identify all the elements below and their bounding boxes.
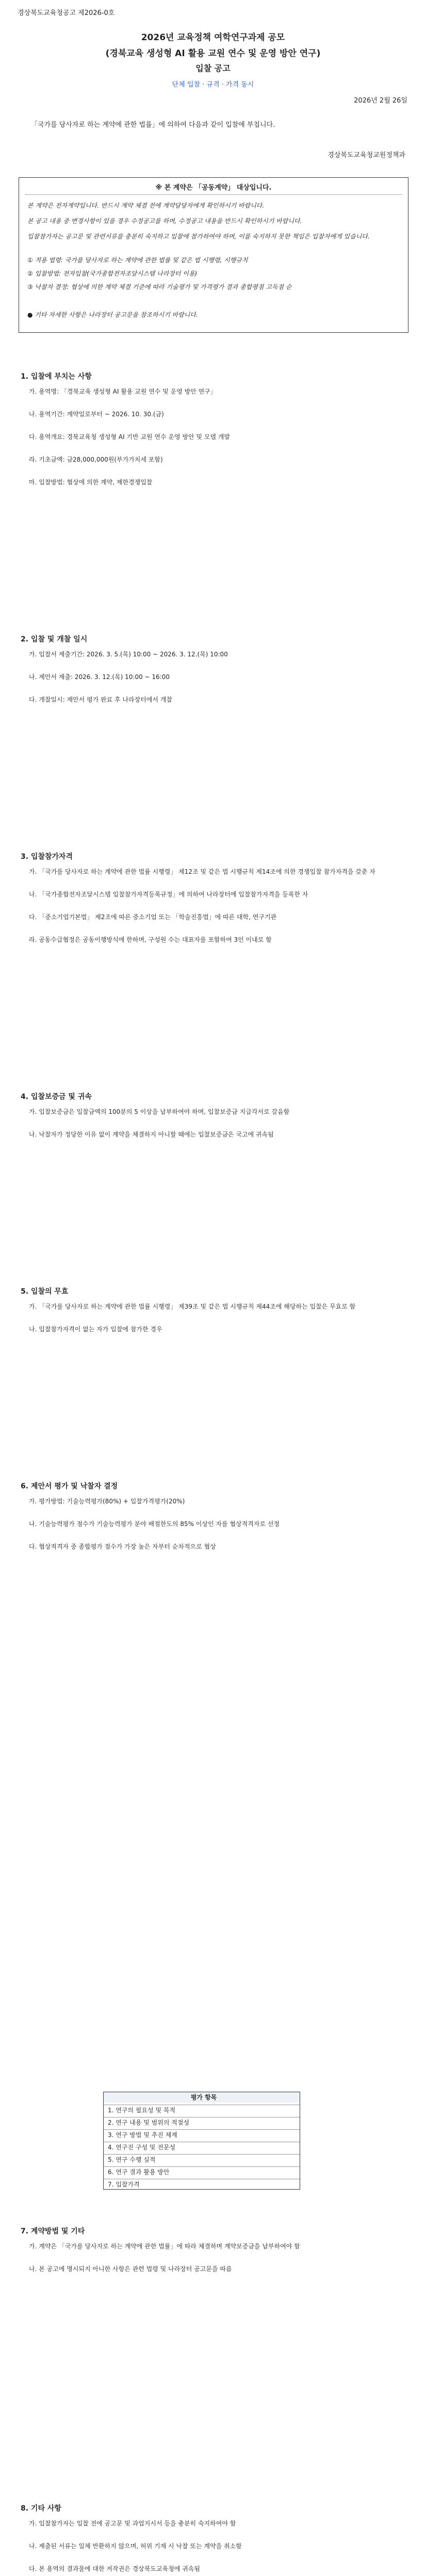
section-title: 4. 입찰보증금 및 귀속 [21,1093,92,1101]
title-line-3: 입찰 공고 [195,63,231,73]
section-title: 1. 입찰에 부치는 사항 [21,372,92,381]
title-line-2: (경북교육 생성형 AI 활용 교원 연수 및 운영 방안 연구) [105,48,321,59]
section-item: 나. 입찰참가자격이 없는 자가 입찰에 참가한 경우 [29,1326,162,1333]
evaluation-table-header: 평가 항목 [104,2092,300,2103]
section-item: 나. 「국가종합전자조달시스템 입찰참가자격등록규정」에 의하여 나라장터에 입찰참가자격을 등록한 자 [29,891,308,898]
section-item: 마. 입찰방법: 협상에 의한 계약, 제한경쟁입찰 [29,479,153,486]
notice-box-footnote: ● 기타 자세한 사항은 나라장터 공고문을 참조하시기 바랍니다. [27,311,198,318]
section-item: 가. 「국가를 당사자로 하는 계약에 관한 법률 시행령」 제12조 및 같은 법 시행규칙 제14조에 의한 경쟁입찰 참가자격을 갖춘 자 [29,868,375,875]
section-title: 7. 계약방법 및 기타 [21,2227,85,2235]
notice-box [19,177,408,333]
section-item: 나. 제안서 제출: 2026. 3. 12.(목) 10:00 ~ 16:00 [29,673,170,681]
section-title: 6. 제안서 평가 및 낙찰자 결정 [21,1482,118,1490]
evaluation-table-row: 6. 연구 결과 활용 방안 [104,2166,300,2177]
issuing-organization: 경상북도교육청교원정책과 [327,151,405,159]
evaluation-table [103,2092,300,2190]
section-item: 라. 기초금액: 금28,000,000원(부가가치세 포함) [29,456,163,463]
section-item: 다. 「중소기업기본법」 제2조에 따른 중소기업 또는 「학술진흥법」에 따른 대학, 연구기관 [29,913,277,921]
evaluation-table-row: 4. 연구진 구성 및 전문성 [104,2142,300,2153]
notice-box-line-5: ② 입찰방법: 전자입찰(국가종합전자조달시스템 나라장터 이용) [27,270,198,277]
section-item: 다. 본 용역의 결과물에 대한 저작권은 경상북도교육청에 귀속됨 [29,2565,200,2572]
section-title: 2. 입찰 및 개찰 일시 [21,635,88,643]
title-block [0,30,426,89]
evaluation-table-row: 7. 입찰가격 [104,2179,300,2190]
section-item: 가. 계약은 「국가를 당사자로 하는 계약에 관한 법률」에 따라 체결하며 계약보증금을 납부하여야 함 [29,2243,300,2250]
title-line-1: 2026년 교육정책 여학연구과제 공모 [141,32,285,43]
evaluation-table-row: 2. 연구 내용 및 범위의 적절성 [104,2117,300,2128]
notice-box-head: ※ 본 계약은 「공동계약」 대상입니다. [155,184,272,192]
section-item: 라. 공동수급협정은 공동이행방식에 한하며, 구성원 수는 대표자를 포함하여 3인 이내로 함 [29,936,272,943]
notice-box-line-6: ③ 낙찰자 결정: 협상에 의한 계약 체결 기준에 따라 기술평가 및 가격평가 결과 종합평점 고득점 순 [27,283,292,291]
section-item: 가. 입찰보증금은 입찰금액의 100분의 5 이상을 납부하여야 하며, 입찰보증금 지급각서로 갈음함 [29,1108,290,1115]
section-item: 다. 개찰일시: 제안서 평가 완료 후 나라장터에서 개찰 [29,696,172,703]
notice-box-line-2: 본 공고 내용 중 변경사항이 있을 경우 수정공고를 하며, 수정공고 내용을 반드시 확인하시기 바랍니다. [27,217,302,225]
evaluation-table-row: 1. 연구의 필요성 및 목적 [104,2105,300,2115]
notice-box-line-3: 입찰참가자는 공고문 및 관련서류를 충분히 숙지하고 입찰에 참가하여야 하며, 이를 숙지하지 못한 책임은 입찰자에게 있습니다. [27,233,370,240]
section-item: 나. 본 공고에 명시되지 아니한 사항은 관련 법령 및 나라장터 공고문을 따름 [29,2265,232,2273]
section-item: 가. 입찰참가자는 입찰 전에 공고문 및 과업지시서 등을 충분히 숙지하여야 함 [29,2520,236,2527]
notice-box-divider [25,194,402,195]
section-item: 가. 입찰서 제출기간: 2026. 3. 5.(목) 10:00 ~ 2026. 3. 12.(목) 10:00 [29,651,228,658]
notice-date: 2026년 2월 26일 [354,97,407,105]
evaluation-table-row: 5. 연구 수행 실적 [104,2154,300,2165]
notice-box-line-1: 본 계약은 전자계약입니다. 반드시 계약 체결 전에 계약담당자에게 확인하시기 바랍니다. [27,202,265,209]
notice-box-line-4: ① 적용 법령: 국가를 당사자로 하는 계약에 관한 법률 및 같은 법 시행령, 시행규칙 [27,257,248,264]
intro-text: 「국가를 당사자로 하는 계약에 관한 법률」에 의하여 다음과 같이 입찰에 부칩니다. [31,121,275,129]
section-item: 나. 용역기간: 계약일로부터 ~ 2026. 10. 30.(금) [29,411,164,418]
section-item: 나. 기술능력평가 점수가 기술능력평가 분야 배점한도의 85% 이상인 자를 협상적격자로 선정 [29,1520,280,1528]
section-item: 가. 평가방법: 기술능력평가(80%) + 입찰가격평가(20%) [29,1498,185,1505]
section-title: 5. 입찰의 무효 [21,1287,69,1296]
section-item: 나. 낙찰자가 정당한 이유 없이 계약을 체결하지 아니할 때에는 입찰보증금은 국고에 귀속됨 [29,1131,274,1138]
section-title: 3. 입찰참가자격 [21,853,73,861]
document-number: 경상북도교육청공고 제2026-0호 [18,9,115,17]
section-item: 가. 「국가를 당사자로 하는 계약에 관한 법률 시행령」 제39조 및 같은 법 시행규칙 제44조에 해당하는 입찰은 무효로 함 [29,1303,356,1310]
section-item: 다. 용역개요: 경북교육청 생성형 AI 기반 교원 연수 운영 방안 및 모델 개발 [29,433,230,440]
section-item: 다. 협상적격자 중 종합평가 점수가 가장 높은 자부터 순차적으로 협상 [29,1543,216,1550]
title-subtitle: 단체 입찰 · 규격 · 가격 동시 [172,81,254,89]
section-title: 8. 기타 사항 [21,2504,61,2513]
evaluation-table-row: 3. 연구 방법 및 추진 체계 [104,2129,300,2140]
section-item: 가. 용역명: 「경북교육 생성형 AI 활용 교원 연수 및 운영 방안 연구」 [29,388,217,395]
section-item: 나. 제출된 서류는 일체 반환하지 않으며, 허위 기재 시 낙찰 또는 계약을 취소함 [29,2543,242,2550]
